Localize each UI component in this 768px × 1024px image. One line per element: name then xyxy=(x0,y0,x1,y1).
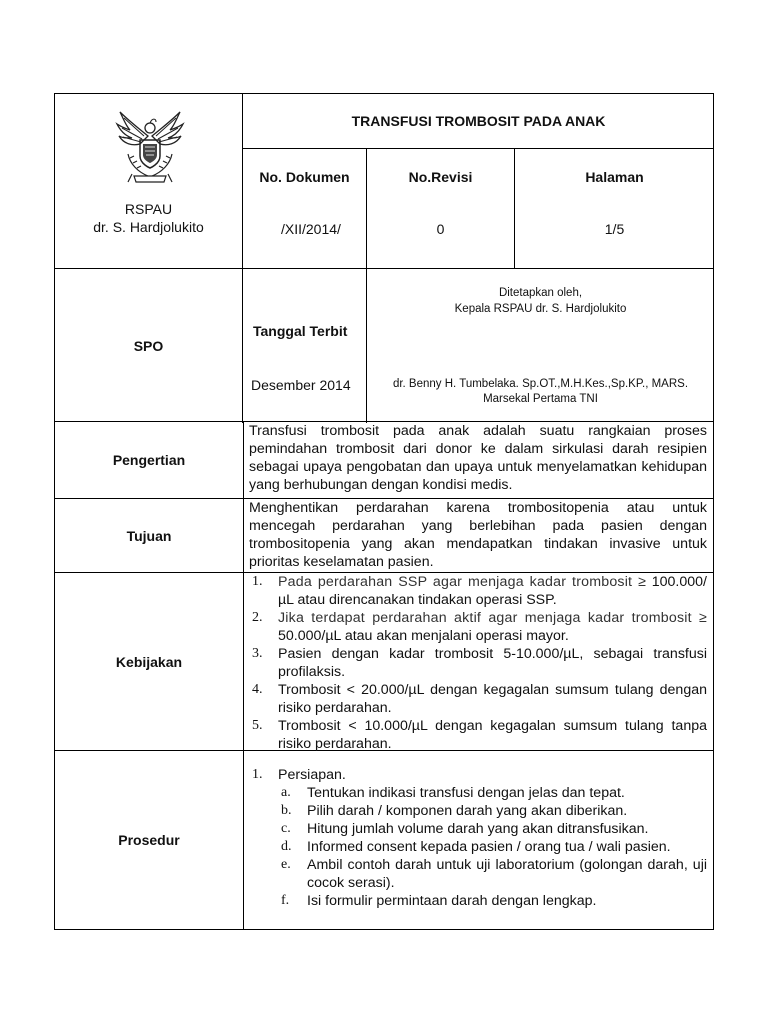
revision-value: 0 xyxy=(436,221,445,237)
revision-cell xyxy=(367,149,515,268)
doc-number-cell xyxy=(243,149,367,268)
doc-number-label: No. Dokumen xyxy=(259,169,350,185)
signatory-rank: Marsekal Pertama TNI xyxy=(483,393,598,405)
section-tujuan xyxy=(54,499,714,573)
list-item: f. Isi formulir permintaan darah dengan lengkap. xyxy=(281,893,597,909)
document-title: TRANSFUSI TROMBOSIT PADA ANAK xyxy=(243,94,714,149)
list-item: 3. Pasien dengan kadar trombosit 5-10.000/µL, sebagai transfusi profilaksis. xyxy=(252,646,707,680)
list-item: 2. Jika terdapat perdarahan aktif agar menjaga kadar trombosit ≥ 50.000/µL atau akan menjalani operasi mayor. xyxy=(252,610,707,644)
list-item: 1. Persiapan. a. Tentukan indikasi transfusi dengan jelas dan tepat. b. Pilih darah / komponen darah yang akan diberikan. c. Hitung jumlah volume darah yang akan ditransfusikan. d. Informed consent kepada pasien / orang tua / wali pasien. e. Ambil contoh darah untuk uji laboratorium (golongan darah, uji cocok serasi). f. Isi formulir permintaan darah dengan lengkap. xyxy=(252,767,707,909)
section-label: Tujuan xyxy=(55,499,244,572)
step-title: Persiapan. xyxy=(278,767,346,783)
issue-date-value: Desember 2014 xyxy=(251,377,351,393)
section-label: Prosedur xyxy=(55,751,244,929)
org-name: RSPAU xyxy=(124,201,173,217)
list-item: c. Hitung jumlah volume darah yang akan ditransfusikan. xyxy=(281,821,649,837)
substep-list xyxy=(278,784,707,910)
established-by: Ditetapkan oleh, xyxy=(498,287,583,299)
procedure-list xyxy=(249,766,707,910)
section-label: Kebijakan xyxy=(55,573,244,750)
list-item: b. Pilih darah / komponen darah yang akan diberikan. xyxy=(281,803,628,819)
list-item: d. Informed consent kepada pasien / orang tua / wali pasien. xyxy=(281,839,671,855)
signatory-name: dr. Benny H. Tumbelaka. Sp.OT.,M.H.Kes.,Sp.KP., MARS. xyxy=(392,378,689,390)
list-item: a. Tentukan indikasi transfusi dengan jelas dan tepat. xyxy=(281,785,625,801)
signature-cell xyxy=(367,269,714,423)
spo-document xyxy=(54,93,714,930)
policy-list xyxy=(249,573,707,753)
revision-label: No.Revisi xyxy=(408,169,473,185)
issue-date-cell xyxy=(243,269,367,423)
list-item: 4. Trombosit < 20.000/µL dengan kegagalan sumsum tulang dengan risiko perdarahan. xyxy=(252,682,707,716)
established-role: Kepala RSPAU dr. S. Hardjolukito xyxy=(454,303,627,315)
page-label: Halaman xyxy=(585,169,644,185)
spo-label: SPO xyxy=(55,269,243,423)
air-force-emblem-icon xyxy=(114,106,186,188)
page-value: 1/5 xyxy=(604,221,625,237)
organization-name xyxy=(55,200,242,236)
document-header xyxy=(54,93,714,422)
section-text: Transfusi trombosit pada anak adalah suatu rangkaian proses pemindahan trombosit dari donor ke dalam sirkulasi darah resipien sebagai upaya pengobatan dan upaya untuk menyelamatkan kehidupan yang berhubungan dengan kondisi medis. xyxy=(249,423,707,493)
section-prosedur xyxy=(54,751,714,930)
logo-cell xyxy=(55,94,243,268)
section-pengertian xyxy=(54,422,714,499)
list-item: 1. Pada perdarahan SSP agar menjaga kadar trombosit ≥ 100.000/µL atau direncanakan tindakan operasi SSP. xyxy=(252,574,707,608)
list-item: 5. Trombosit < 10.000/µL dengan kegagalan sumsum tulang tanpa risiko perdarahan. xyxy=(252,718,707,752)
page-cell xyxy=(515,149,714,268)
spo-row xyxy=(55,268,713,423)
list-item: e. Ambil contoh darah untuk uji laboratorium (golongan darah, uji cocok serasi). xyxy=(281,857,707,891)
issue-date-label: Tanggal Terbit xyxy=(253,323,348,339)
doc-number-value: /XII/2014/ xyxy=(281,221,341,237)
section-text: Menghentikan perdarahan karena trombositopenia atau untuk mencegah perdarahan yang berlebihan pada pasien dengan trombositopenia yang akan mendapatkan tindakan invasive untuk prioritas keselamatan pasien. xyxy=(249,500,707,570)
section-label: Pengertian xyxy=(55,422,244,498)
org-subtitle: dr. S. Hardjolukito xyxy=(93,219,204,235)
section-kebijakan xyxy=(54,573,714,751)
